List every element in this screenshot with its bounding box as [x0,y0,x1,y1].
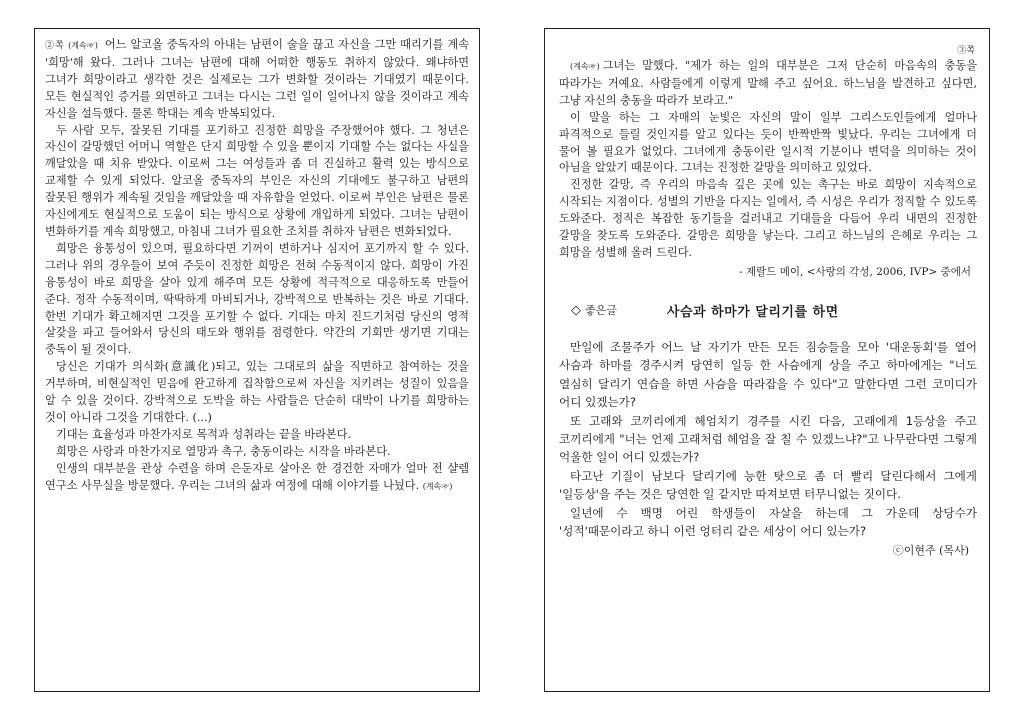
paragraph: 당신은 기대가 의식화(意識化)되고, 있는 그대로의 삶을 직면하고 참여하는 것을 거부하며, 비현실적인 믿음에 완고하게 집착함으로써 자신을 지키려는 성질이 있음을 알 수 있을 것이다. 강박적으로 도박을 하는 사람들은 단순히 대박이 나기를 희망하는 것이 아니라 그것을 기대한다. (...) [45,360,469,424]
left-page-body [45,37,469,495]
essay-paragraph: 일년에 수 백명 어린 학생들이 자살을 하는데 그 가운데 상당수가 '성적'때문이라고 하니 이런 엉터리 같은 세상이 어디 있는가? [559,505,977,538]
section-title: 사슴과 하마가 달리기를 하면 [666,304,839,320]
paragraph: 진정한 갈망, 즉 우리의 마음속 깊은 곳에 있는 촉구는 바로 희망이 지속적으로 시작되는 지점이다. 성별의 기반을 다지는 일에서, 즉 시성은 우리가 정직할 수 있도록 도와준다. 정직은 복잡한 동기들을 걸러내고 기대들을 다듬어 우리 내면의 진정한 갈망을 찾도록 도와준다. 갈망은 희망을 낳는다. 그리고 하느님의 은혜로 우리는 그 희망을 성별해 올려 드린다. [559,178,977,259]
continued-mark: (계속☞) [570,62,600,71]
paragraph: 두 사람 모두, 잘못된 기대를 포기하고 진정한 희망을 주장했어야 했다. 그 청년은 자신이 갈망했던 어머니 역할은 단지 희망할 수 있을 뿐이지 기대할 수는 없다는 사실을 깨달았을 때 치유 받았다. 이로써 그는 여성들과 좀 더 진실하고 활력 있는 방식으로 교제할 수 있게 되었다. 알코올 중독자의 부인은 자신의 기대에도 불구하고 남편의 잘못된 행위가 계속될 것임을 깨달았을 때 자유함을 얻었다. 이로써 부인은 남편은 물론 자신에게도 현실적으로 도움이 되는 방식으로 상황에 개입하게 되었다. 그녀는 남편이 변화하기를 계속 희망했고, 마침내 그녀가 필요한 조치를 취하자 남편은 변화되었다. [45,123,469,238]
paragraph-text: 인생의 대부분을 관상 수련을 하며 은둔자로 살아온 한 경건한 자매가 얼마 전 샬렘 연구소 사무실을 방문했다. 우리는 그녀의 삶과 여정에 대해 이야기를 나눴다. [45,461,469,492]
section-header [571,301,977,320]
continued-mark: (계속☞) [68,41,98,50]
end-continued-mark: (계속☞) [422,481,453,491]
signature: ⓒ이현주 (목사) [892,544,969,558]
paragraph: 희망은 융통성이 있으며, 필요하다면 기꺼이 변하거나 심지어 포기까지 할 수 있다. 그러나 위의 경우들이 보여 주듯이 진정한 희망은 전혀 수동적이지 않다. 희망이 가진 융통성이 바로 희망을 살아 있게 해주며 모든 상황에 적극적으로 대응하도록 만들어 준다. 정작 수동적이며, 딱딱하게 마비되거나, 강박적으로 반복하는 것은 바로 기대다. 한번 기대가 확고해지면 그것을 포기할 수 없다. 기대는 마치 진드기처럼 당신의 영적 살갗을 파고 들어와서 당신의 태도와 행위를 점령한다. 약간의 기회만 생기면 기대는 중독이 될 것이다. [45,241,469,357]
citation: - 제랄드 메이, <사랑의 각성, 2006, IVP> 중에서 [739,265,971,278]
essay-body [559,338,977,540]
paragraph [45,37,469,123]
essay-paragraph: 타고난 기질이 남보다 달리기에 능한 탓으로 좀 더 빨리 달린다해서 그에게 '일등상'을 주는 것은 당연한 일 같지만 따져보면 터무니없는 짓이다. [559,468,977,502]
paragraph: 희망은 사랑과 마찬가지로 열망과 촉구, 충동이라는 시작을 바라본다. [56,444,391,458]
paragraph-text: 어느 알코올 중독자의 아내는 남편이 술을 끊고 자신을 그만 때리기를 계속 '희망'해 왔다. 그러나 그녀는 남편에 대해 어떠한 행동도 취하지 않았다. 왜냐하면 그녀가 희망이라고 생각한 것은 실제로는 그가 변화할 것이라는 기대였기 때문이다. 모든 현실적인 증거를 외면하고 그녀는 다시는 그런 일이 일어나지 않을 것이라고 계속 자신을 설득했다. 물론 학대는 계속 반복되었다. [45,38,469,120]
diamond-icon: ◇ [571,302,581,318]
essay-paragraph: 또 고래와 코끼리에게 헤엄치기 경주를 시킨 다음, 고래에게 1등상을 주고 코끼리에게 "너는 언제 고래처럼 헤엄을 잘 칠 수 있겠느냐?"고 나무란다면 그렇게 억울한 일이 어디 있겠는가? [559,413,977,465]
essay-paragraph: 만일에 조물주가 어느 날 자기가 만든 모든 짐승들을 모아 '대운동회'를 열어 사슴과 하마를 경주시켜 당연히 일등 한 사슴에게 상을 주고 하마에게는 "너도 열심히 달리기 연습을 하면 사슴을 따라잡을 수 있다"고 말한다면 그런 코미디가 어디 있겠는가? [559,339,977,410]
left-page [34,28,480,692]
section-label: 좋은글 [585,304,617,318]
page-marker: ③쪽 [957,46,975,56]
paragraph [559,58,977,110]
paragraph [45,461,469,496]
paragraph: 이 말을 하는 그 자매의 눈빛은 자신의 말이 일부 그리스도인들에게 얼마나 파격적으로 들릴 것인지를 알고 있다는 듯이 반짝반짝 빛났다. 우리는 그녀에게 더 물어 볼 필요가 없었다. 그녀에게 충동이란 일시적 기분이나 변덕을 의미하는 것이 아님을 알았기 때문이다. 그녀는 진정한 갈망을 의미하고 있었다. [559,110,977,175]
paragraph: 기대는 효율성과 마찬가지로 목적과 성취라는 끝을 바라본다. [56,427,352,441]
right-page-body [559,58,977,262]
page-marker: ②쪽 [45,41,65,51]
right-page [544,28,990,692]
paragraph-text: 그녀는 말했다. "제가 하는 일의 대부분은 그저 단순히 마음속의 충동을 따라가는 거예요. 사람들에게 이렇게 말해 주고 싶어요. 하느님을 발견하고 싶다면, 그냥 자신의 충동을 따라가 보라고." [559,59,977,107]
